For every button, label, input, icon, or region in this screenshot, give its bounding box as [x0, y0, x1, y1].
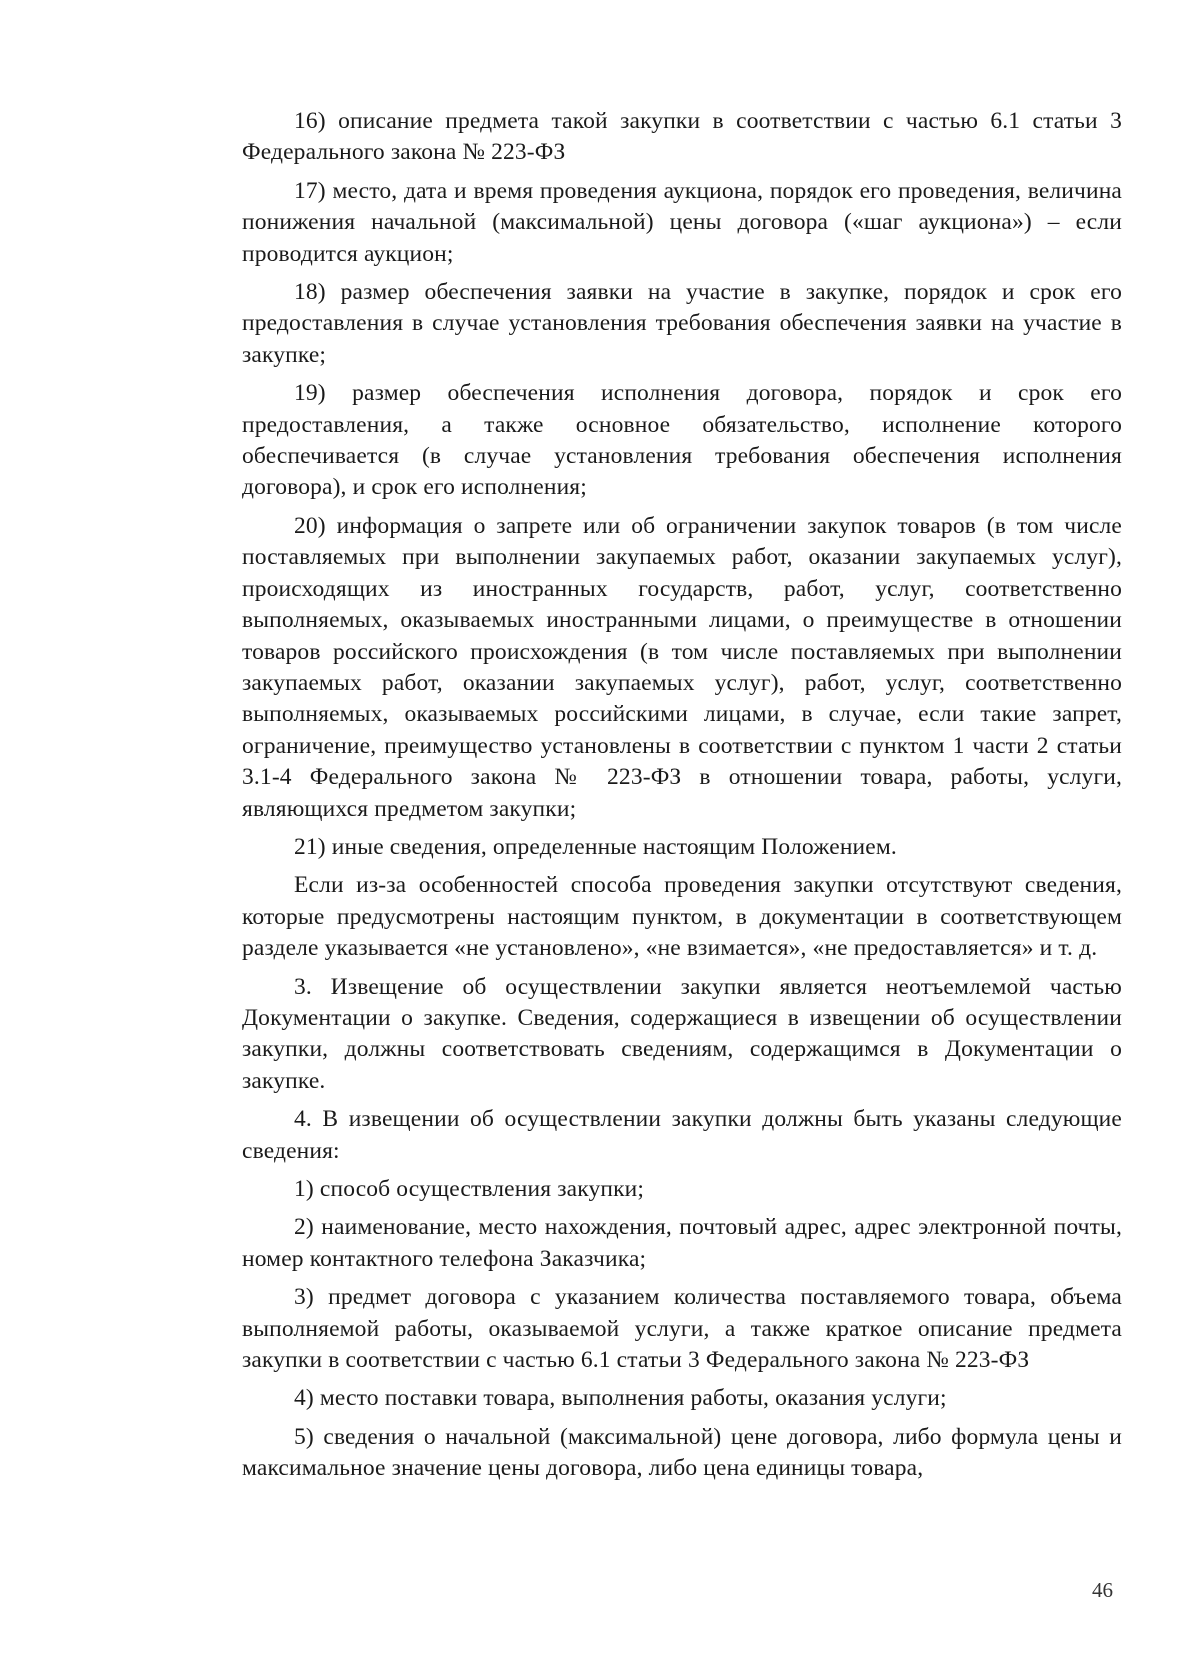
paragraph-item-16: 16) описание предмета такой закупки в соответствии с частью 6.1 статьи 3 Федерального закона № 223-ФЗ — [242, 108, 1122, 166]
paragraph-item-5: 5) сведения о начальной (максимальной) цене договора, либо формула цены и максимальное значение цены договора, либо цена единицы товара, — [242, 1423, 1122, 1482]
page-number: 46 — [1092, 1578, 1113, 1602]
paragraph-item-2: 2) наименование, место нахождения, почтовый адрес, адрес электронной почты, номер контактного телефона Заказчика; — [242, 1214, 1122, 1272]
paragraph-item-17: 17) место, дата и время проведения аукциона, порядок его проведения, величина понижения начальной (максимальной) цены договора («шаг аукциона») – если проводится аукцион; — [242, 177, 1122, 267]
paragraph-item-18: 18) размер обеспечения заявки на участие в закупке, порядок и срок его предоставления в случае установления требования обеспечения заявки на участие в закупке; — [242, 279, 1122, 368]
paragraph-section-4: 4. В извещении об осуществлении закупки должны быть указаны следующие сведения: — [242, 1106, 1122, 1164]
paragraph-item-3: 3) предмет договора с указанием количества поставляемого товара, объема выполняемой работы, оказываемой услуги, а также краткое описание предмета закупки в соответствии с частью 6.1 статьи 3 Федерального закона № 223-ФЗ — [242, 1284, 1122, 1374]
paragraph-item-19: 19) размер обеспечения исполнения договора, порядок и срок его предоставления, а также основное обязательство, исполнение которого обеспечивается (в случае установления требования обеспечения исполнения договора), и срок его исполнения; — [242, 380, 1122, 501]
paragraph-section-3: 3. Извещение об осуществлении закупки является неотъемлемой частью Документации о закупке. Сведения, содержащиеся в извещении об осуществлении закупки, должны соответствовать сведениям, содержащимся в Документации о закупке. — [242, 973, 1122, 1094]
paragraph-item-1: 1) способ осуществления закупки; — [294, 1176, 645, 1202]
paragraph-item-21: 21) иные сведения, определенные настоящим Положением. — [294, 833, 897, 860]
paragraph-note: Если из-за особенностей способа проведения закупки отсутствуют сведения, которые предусмотрены настоящим пунктом, в документации в соответствующем разделе указывается «не установлено», «не взимается», «не предоставляется» и т. д. — [242, 872, 1122, 962]
paragraph-item-4: 4) место поставки товара, выполнения работы, оказания услуги; — [294, 1385, 947, 1412]
paragraph-item-20: 20) информация о запрете или об ограничении закупок товаров (в том числе поставляемых при выполнении закупаемых работ, оказании закупаемых услуг), происходящих из иностранных государств, работ, услуг, соответственно выполняемых, оказываемых иностранными лицами, о преимуществе в отношении товаров российского происхождения (в том числе поставляемых при выполнении закупаемых работ, оказании закупаемых услуг), работ, услуг, соответственно выполняемых, оказываемых российскими лицами, в случае, если такие запрет, ограничение, преимущество установлены в соответствии с пунктом 1 части 2 статьи 3.1-4 Федерального закона № 223-ФЗ в отношении товара, работы, услуги, являющихся предметом закупки; — [242, 512, 1122, 822]
document-body — [242, 106, 1122, 1492]
